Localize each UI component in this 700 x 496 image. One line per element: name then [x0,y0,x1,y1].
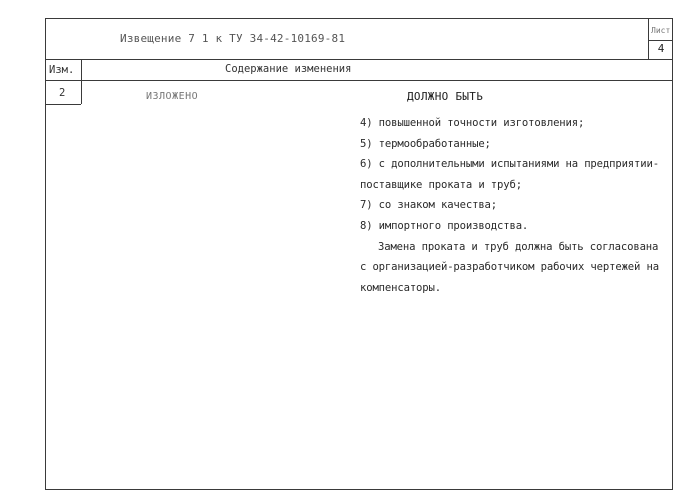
text-line: 6) с дополнительными испытаниями на предприятии- [360,158,659,171]
change-cell-bottom-line [45,104,81,105]
notice-title: Извещение 7 1 к ТУ 34-42-10169-81 [120,32,346,45]
change-number: 2 [59,87,66,99]
change-column-label: Изм. [49,64,75,76]
must-be-text-block [360,113,660,298]
text-line: Замена проката и труб должна быть согласована [378,240,659,253]
text-line: компенсаторы. [360,281,441,294]
contents-column-label: Содержание изменения [225,63,352,75]
text-line: 7) со знаком качества; [360,199,498,212]
header-bottom-line [45,59,673,60]
change-column-divider [81,59,82,104]
text-line: с организацией-разработчиком рабочих чертежей на [360,261,659,274]
text-line: поставщике проката и труб; [360,178,522,191]
text-line: 4) повышенной точности изготовления; [360,117,585,129]
column-header-bottom-line [45,80,673,81]
must-be-label: ДОЛЖНО БЫТЬ [407,90,484,103]
sheet-label: Лист [651,26,671,35]
was-label: ИЗЛОЖЕНО [146,91,199,102]
sheet-number: 4 [657,42,665,55]
text-line: 8) импортного производства. [360,219,529,232]
text-line: 5) термообработанные; [360,137,491,150]
sheet-box-mid-line [648,40,673,41]
